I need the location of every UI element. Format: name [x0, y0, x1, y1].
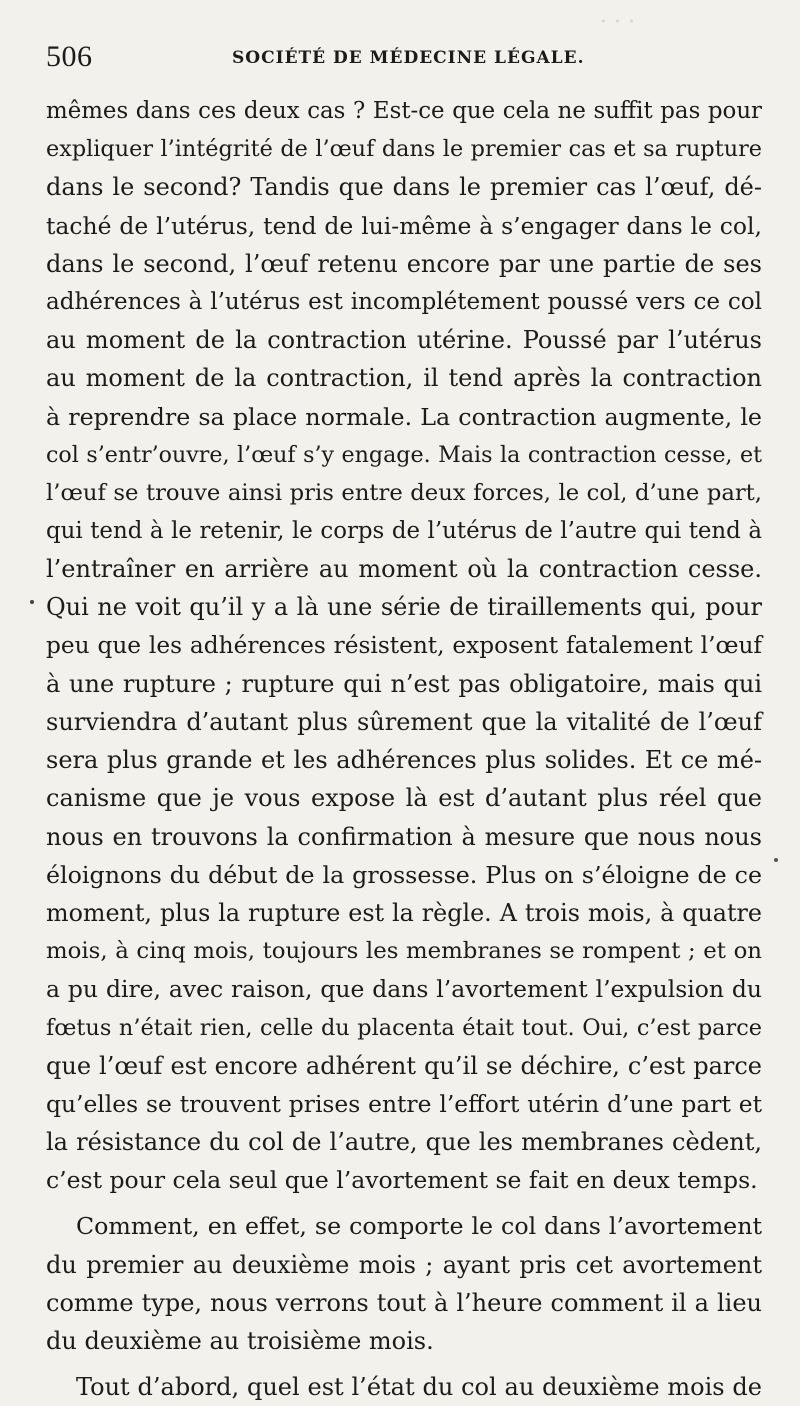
text-line: adhérences à l’utérus est incomplétement poussé vers ce col: [46, 288, 762, 315]
margin-mark: [774, 858, 778, 862]
text-line: Comment, en effet, se comporte le col dans l’avortement: [76, 1212, 762, 1241]
text-line: sera plus grande et les adhérences plus solides. Et ce mé-: [46, 746, 762, 775]
text-line: mois, à cinq mois, toujours les membranes se rompent ; et on: [46, 938, 762, 965]
text-line: expliquer l’intégrité de l’œuf dans le premier cas et sa rupture: [46, 136, 762, 163]
text-line: a pu dire, avec raison, que dans l’avortement l’expulsion du: [46, 975, 762, 1004]
text-line: qu’elles se trouvent prises entre l’effort utérin d’une part et: [46, 1089, 762, 1118]
text-line: que l’œuf est encore adhérent qu’il se déchire, c’est parce: [46, 1051, 762, 1080]
text-line: Tout d’abord, quel est l’état du col au deuxième mois de: [76, 1373, 762, 1402]
text-line: Qui ne voit qu’il y a là une série de tiraillements qui, pour: [46, 593, 762, 622]
bleed-through-text: · · ·: [600, 10, 635, 35]
text-line: canisme que je vous expose là est d’autant plus réel que: [46, 784, 762, 813]
text-line: au moment de la contraction utérine. Poussé par l’utérus: [46, 326, 762, 355]
text-line: dans le second? Tandis que dans le premier cas l’œuf, dé-: [46, 173, 762, 202]
text-line: col s’entr’ouvre, l’œuf s’y engage. Mais la contraction cesse, et: [46, 441, 762, 468]
text-line: comme type, nous verrons tout à l’heure comment il a lieu: [46, 1288, 762, 1317]
page-number: 506: [46, 40, 93, 73]
text-line: la résistance du col de l’autre, que les membranes cèdent,: [46, 1128, 762, 1157]
text-line: mêmes dans ces deux cas ? Est-ce que cela ne suffit pas pour: [46, 98, 762, 124]
text-line: moment, plus la rupture est la règle. A trois mois, à quatre: [46, 898, 762, 927]
text-line: à une rupture ; rupture qui n’est pas obligatoire, mais qui: [46, 669, 762, 698]
text-line: peu que les adhérences résistent, exposent fatalement l’œuf: [46, 631, 762, 659]
text-line: qui tend à le retenir, le corps de l’utérus de l’autre qui tend à: [46, 518, 762, 545]
text-line: surviendra d’autant plus sûrement que la vitalité de l’œuf: [46, 708, 762, 736]
text-line: c’est pour cela seul que l’avortement se fait en deux temps.: [46, 1166, 758, 1195]
text-line: du deuxième au troisième mois.: [46, 1327, 434, 1355]
text-line: taché de l’utérus, tend de lui-même à s’engager dans le col,: [46, 211, 762, 240]
running-head: SOCIÉTÉ DE MÉDECINE LÉGALE.: [232, 48, 585, 68]
text-line: éloignons du début de la grossesse. Plus on s’éloigne de ce: [46, 860, 762, 889]
text-line: l’œuf se trouve ainsi pris entre deux forces, le col, d’une part,: [46, 479, 762, 506]
text-line: dans le second, l’œuf retenu encore par une partie de ses: [46, 249, 762, 278]
text-line: nous en trouvons la confirmation à mesure que nous nous: [46, 822, 762, 851]
text-line: du premier au deuxième mois ; ayant pris cet avortement: [46, 1250, 762, 1279]
text-line: fœtus n’était rien, celle du placenta était tout. Oui, c’est parce: [46, 1014, 762, 1041]
text-line: au moment de la contraction, il tend après la contraction: [46, 364, 762, 393]
body-text: [46, 92, 762, 1406]
page-header: [42, 40, 762, 80]
text-line: à reprendre sa place normale. La contraction augmente, le: [46, 402, 762, 431]
margin-mark: [30, 600, 34, 604]
text-line: l’entraîner en arrière au moment où la contraction cesse.: [46, 555, 762, 584]
